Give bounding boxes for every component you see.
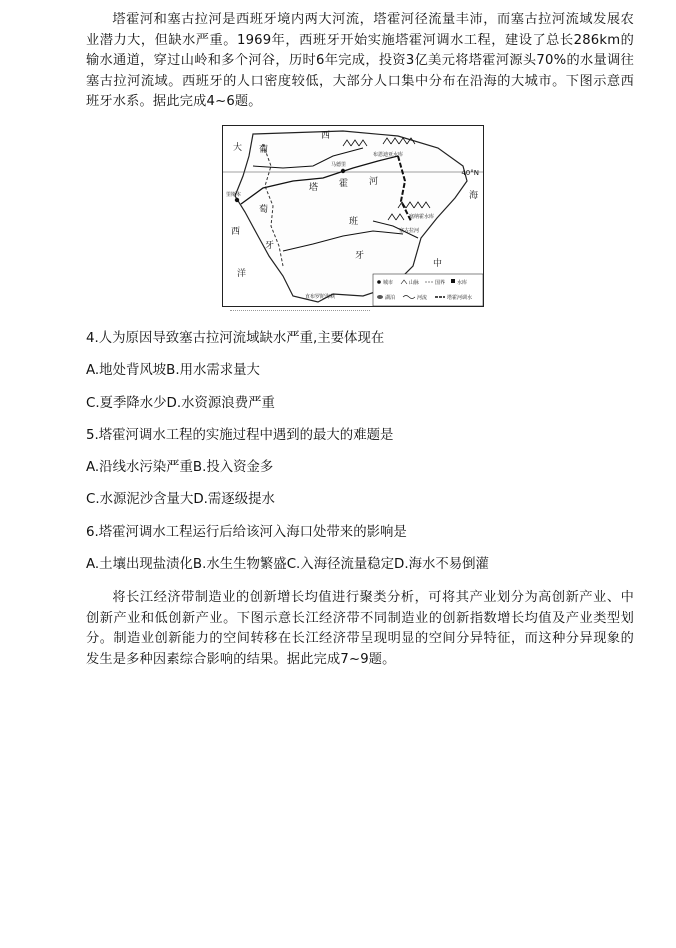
question-6-stem: 6.塔霍河调水工程运行后给该河入海口处带来的影响是	[86, 525, 407, 540]
spain-char-3: 牙	[355, 251, 365, 261]
question-4-options-ab: A.地处背风坡B.用水需求量大	[86, 363, 260, 378]
map-legend	[373, 274, 483, 306]
passage-spain-water-transfer: 塔霍河和塞古拉河是西班牙境内两大河流，塔霍河径流量丰沛，而塞古拉河流域发展农业潜力大，但缺水严重。1969年，西班牙开始实施塔霍河调水工程，建设了总长286km的输水通道，穿过山岭和多个河谷，历时6年完成，投资3亿美元将塔霍河源头70%的水量调往塞古拉河流域。西班牙的人口密度较低，大部分人口集中分布在沿海的大城市。下图示意西班牙水系。据此完成4~6题。	[86, 12, 634, 109]
madrid-city-dot	[341, 169, 345, 173]
madrid-label: 马德里	[331, 162, 347, 168]
portugal-char-2: 萄	[259, 205, 269, 215]
legend-swamp-label: 湖泊	[385, 295, 396, 301]
legend-city-label: 城市	[383, 280, 394, 286]
river-char-3: 河	[369, 177, 379, 187]
legend-mountain-label: 山脉	[409, 280, 420, 286]
question-5-options-cd: C.水源泥沙含量大D.需逐级提水	[86, 492, 275, 507]
clipped-caption-remnant	[230, 310, 370, 315]
question-4-options-cd: C.夏季降水少D.水资源浪费严重	[86, 396, 275, 411]
portugal-char-3: 牙	[265, 241, 275, 251]
sea-right-char-2: 中	[433, 259, 443, 269]
legend-swamp-icon	[377, 295, 383, 299]
legend-reservoir-icon	[451, 279, 455, 283]
map-drawing	[223, 126, 484, 307]
question-4-stem: 4.人为原因导致塞古拉河流域缺水严重,主要体现在	[86, 331, 385, 346]
question-5-stem: 5.塔霍河调水工程的实施过程中遇到的最大的难题是	[86, 428, 394, 443]
lisbon-city-dot	[235, 198, 239, 202]
spain-char-1: 西	[321, 131, 331, 141]
legend-reservoir-label: 水库	[457, 280, 468, 286]
strait-label: 直布罗陀海峡	[305, 294, 336, 300]
legend-river-label: 河流	[417, 295, 428, 301]
question-6-options: A.土壤出现盐渍化B.水生生物繁盛C.入海径流量稳定D.海水不易倒灌	[86, 557, 489, 572]
sea-left-char-2: 西	[231, 227, 241, 237]
sea-left-char-3: 洋	[237, 269, 247, 279]
portugal-char-1: 葡	[259, 145, 269, 155]
spain-char-2: 班	[349, 217, 359, 227]
spain-river-map	[222, 125, 484, 307]
river-char-2: 霍	[339, 179, 349, 189]
latitude-label: 40°N	[461, 169, 479, 177]
segura-label: 塞古拉河	[399, 228, 420, 234]
legend-city-icon	[377, 280, 381, 284]
legend-canal-label: 塔霍河调水	[447, 295, 473, 301]
question-5-options-ab: A.沿线水污染严重B.投入资金多	[86, 460, 274, 475]
legend-border-label: 国界	[435, 280, 446, 286]
sea-left-char-1: 大	[233, 143, 243, 153]
reservoir1-label: 布恩迪亚水库	[373, 152, 404, 158]
passage-yangtze-manufacturing: 将长江经济带制造业的创新增长均值进行聚类分析，可将其产业划分为高创新产业、中创新产业和低创新产业。下图示意长江经济带不同制造业的创新指数增长均值及产业类型划分。制造业创新能力的空间转移在长江经济带呈现明显的空间分异特征，而这种分异现象的发生是多种因素综合影响的结果。据此完成7~9题。	[86, 590, 634, 667]
reservoir2-label: 塞纳霍水库	[409, 214, 435, 220]
sea-right-char-1: 海	[469, 191, 479, 201]
river-char-1: 塔	[309, 183, 319, 193]
lisbon-label: 里斯本	[226, 192, 242, 198]
